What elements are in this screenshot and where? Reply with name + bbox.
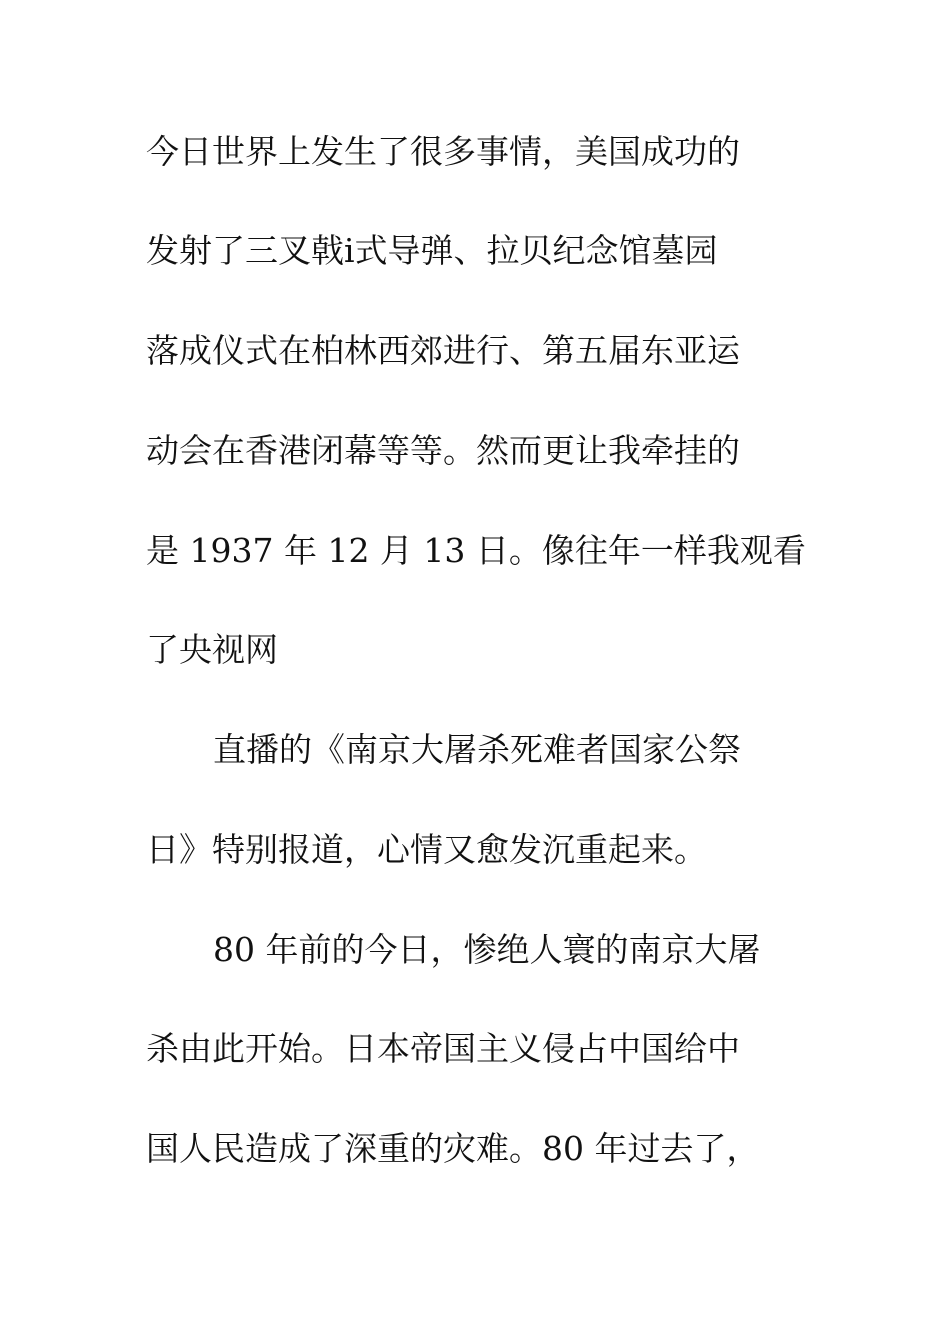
text-line: 日》特别报道，心情又愈发沉重起来。: [146, 830, 707, 869]
text-line: 发射了三叉戟ⅰ式导弹、拉贝纪念馆墓园: [146, 231, 718, 270]
text-line: 国人民造成了深重的灾难。80 年过去了，: [146, 1129, 760, 1168]
text-line: 动会在香港闭幕等等。然而更让我牵挂的: [146, 431, 740, 470]
text-line: 杀由此开始。日本帝国主义侵占中国给中: [146, 1029, 740, 1068]
text-line: 落成仪式在柏林西郊进行、第五届东亚运: [146, 331, 740, 370]
paragraph-start-line: 80 年前的今日，惨绝人寰的南京大屠: [213, 930, 761, 969]
paragraph-start-line: 直播的《南京大屠杀死难者国家公祭: [213, 730, 741, 769]
text-line: 是 1937 年 12 月 13 日。像往年一样我观看: [146, 531, 806, 570]
text-line: 了央视网: [146, 630, 278, 669]
text-line: 今日世界上发生了很多事情，美国成功的: [146, 132, 740, 171]
